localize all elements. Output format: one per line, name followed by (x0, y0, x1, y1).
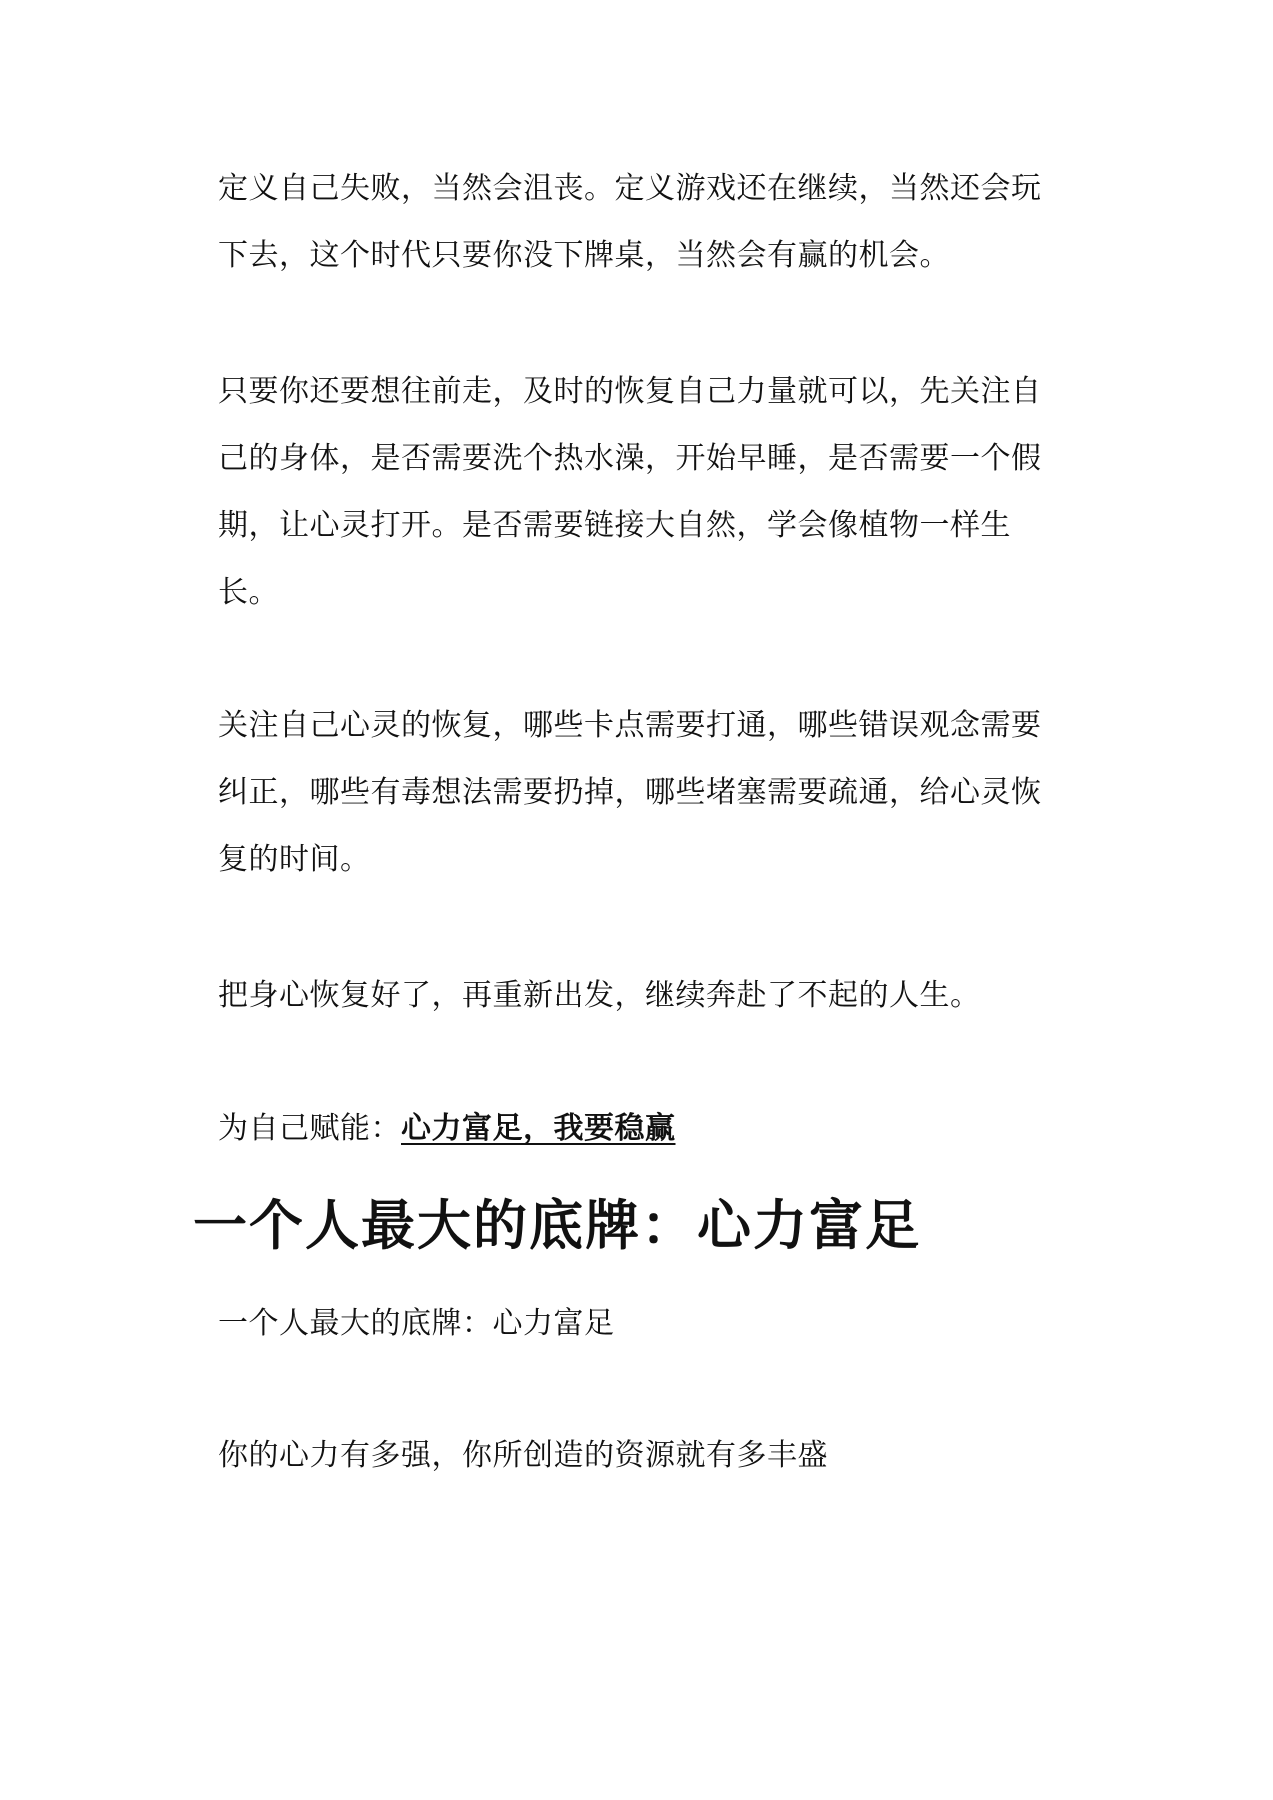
paragraph-restart: 把身心恢复好了，再重新出发，继续奔赴了不起的人生。 (218, 978, 981, 1013)
section-heading: 一个人最大的底牌：心力富足 (193, 1193, 921, 1257)
section-subtitle: 一个人最大的底牌：心力富足 (218, 1306, 615, 1341)
empower-value: 心力富足，我要稳赢 (401, 1111, 676, 1146)
paragraph-redefine-failure: 定义自己失败，当然会沮丧。定义游戏还在继续，当然还会玩下去，这个时代只要你没下牌桌，当然会有赢的机会。 (218, 171, 1042, 273)
section-body: 你的心力有多强，你所创造的资源就有多丰盛 (218, 1438, 828, 1473)
paragraph-restore-body: 只要你还要想往前走，及时的恢复自己力量就可以，先关注自己的身体，是否需要洗个热水澡，开始早睡，是否需要一个假期，让心灵打开。是否需要链接大自然，学会像植物一样生长。 (218, 374, 1042, 610)
empower-line (218, 1095, 1068, 1162)
paragraph-restore-mind: 关注自己心灵的恢复，哪些卡点需要打通，哪些错误观念需要纠正，哪些有毒想法需要扔掉，哪些堵塞需要疏通，给心灵恢复的时间。 (218, 708, 1042, 877)
empower-label: 为自己赋能： (218, 1111, 401, 1146)
